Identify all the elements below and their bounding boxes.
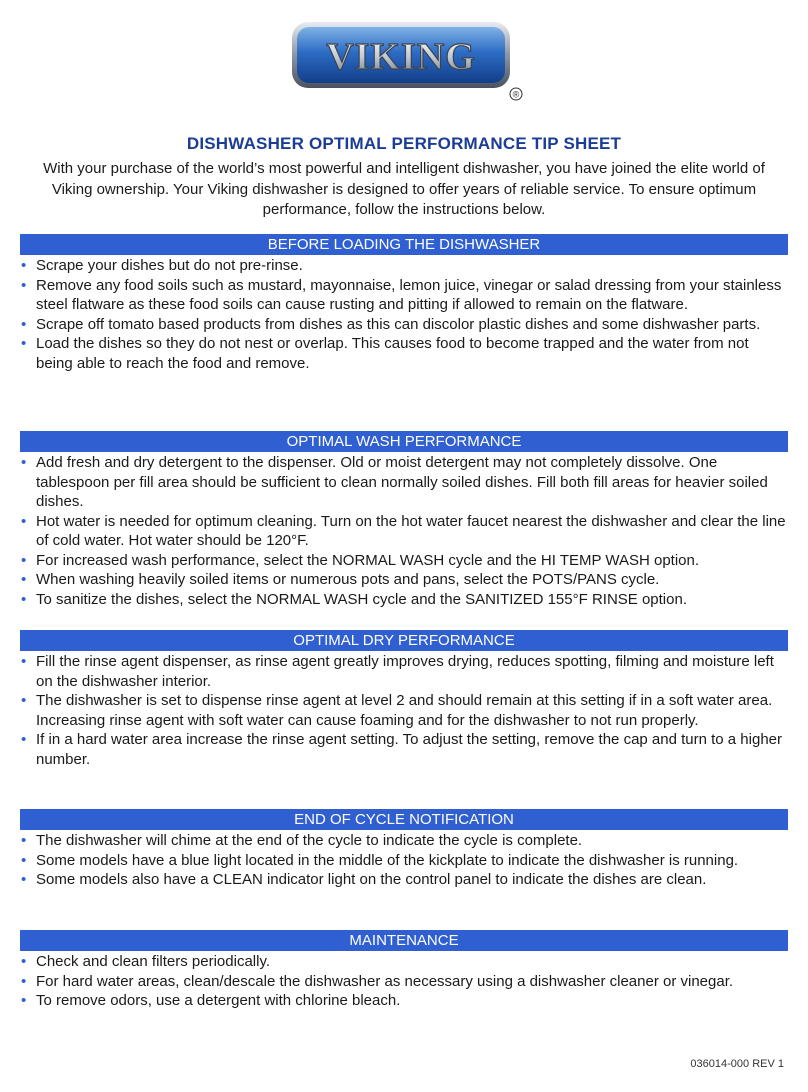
list-item: • When washing heavily soiled items or numerous pots and pans, select the POTS/PANS cycle. — [20, 570, 788, 590]
bullet-list — [20, 831, 788, 890]
intro-paragraph: With your purchase of the world’s most powerful and intelligent dishwasher, you have joined the elite world of Viking ownership. Your Viking dishwasher is designed to offer years of reliable service. To ensure optimum performance, follow the instructions below. — [43, 160, 765, 218]
list-item: • Hot water is needed for optimum cleaning. Turn on the hot water faucet nearest the dishwasher and clear the line of cold water. Hot water should be 120°F. — [20, 512, 788, 551]
section-heading: MAINTENANCE — [20, 930, 788, 951]
bullet-list — [20, 952, 788, 1011]
page-title: DISHWASHER OPTIMAL PERFORMANCE TIP SHEET — [186, 134, 622, 153]
list-item: • For increased wash performance, select the NORMAL WASH cycle and the HI TEMP WASH option. — [20, 551, 788, 571]
list-item: • Some models also have a CLEAN indicator light on the control panel to indicate the dishes are clean. — [20, 870, 788, 890]
viking-logo-graphic — [290, 20, 526, 102]
bullet-list — [20, 453, 788, 609]
registered-mark: ® — [512, 89, 520, 100]
list-item: • Remove any food soils such as mustard, mayonnaise, lemon juice, vinegar or salad dressing from your stainless steel flatware as these food soils can cause rusting and pitting if allowed to remain on the flatware. — [20, 276, 788, 315]
list-item: • Some models have a blue light located in the middle of the kickplate to indicate the dishwasher is running. — [20, 851, 788, 871]
section-end-of-cycle — [20, 809, 788, 890]
list-item: • For hard water areas, clean/descale the dishwasher as necessary using a dishwasher cleaner or vinegar. — [20, 972, 788, 992]
list-item: • Fill the rinse agent dispenser, as rinse agent greatly improves drying, reduces spotting, filming and moisture left on the dishwasher interior. — [20, 652, 788, 691]
list-item: • The dishwasher will chime at the end of the cycle to indicate the cycle is complete. — [20, 831, 788, 851]
list-item: • Check and clean filters periodically. — [20, 952, 788, 972]
section-heading: END OF CYCLE NOTIFICATION — [20, 809, 788, 830]
list-item: • Scrape your dishes but do not pre-rinse. — [20, 256, 788, 276]
section-heading: BEFORE LOADING THE DISHWASHER — [20, 234, 788, 255]
document-number: 036014-000 REV 1 — [690, 1058, 784, 1070]
list-item: • To sanitize the dishes, select the NORMAL WASH cycle and the SANITIZED 155°F RINSE option. — [20, 590, 788, 610]
list-item: • Load the dishes so they do not nest or overlap. This causes food to become trapped and the water from not being able to reach the food and remove. — [20, 334, 788, 373]
list-item: • The dishwasher is set to dispense rinse agent at level 2 and should remain at this setting if in a soft water area. Increasing rinse agent with soft water can cause foaming and for the dishwasher to not run properly. — [20, 691, 788, 730]
section-wash-performance — [20, 431, 788, 609]
list-item: • If in a hard water area increase the rinse agent setting. To adjust the setting, remove the cap and turn to a higher number. — [20, 730, 788, 769]
section-heading: OPTIMAL DRY PERFORMANCE — [20, 630, 788, 651]
list-item: • Add fresh and dry detergent to the dispenser. Old or moist detergent may not completely dissolve. One tablespoon per fill area should be sufficient to clean normally soiled dishes. Fill both fill areas for heavier soiled dishes. — [20, 453, 788, 512]
bullet-list — [20, 652, 788, 769]
section-heading: OPTIMAL WASH PERFORMANCE — [20, 431, 788, 452]
section-maintenance — [20, 930, 788, 1011]
section-before-loading — [20, 234, 788, 373]
section-dry-performance — [20, 630, 788, 769]
list-item: • To remove odors, use a detergent with chlorine bleach. — [20, 991, 788, 1011]
logo-wordmark: VIKING — [326, 36, 476, 78]
list-item: • Scrape off tomato based products from dishes as this can discolor plastic dishes and some dishwasher parts. — [20, 315, 788, 335]
viking-logo — [290, 20, 526, 102]
bullet-list — [20, 256, 788, 373]
